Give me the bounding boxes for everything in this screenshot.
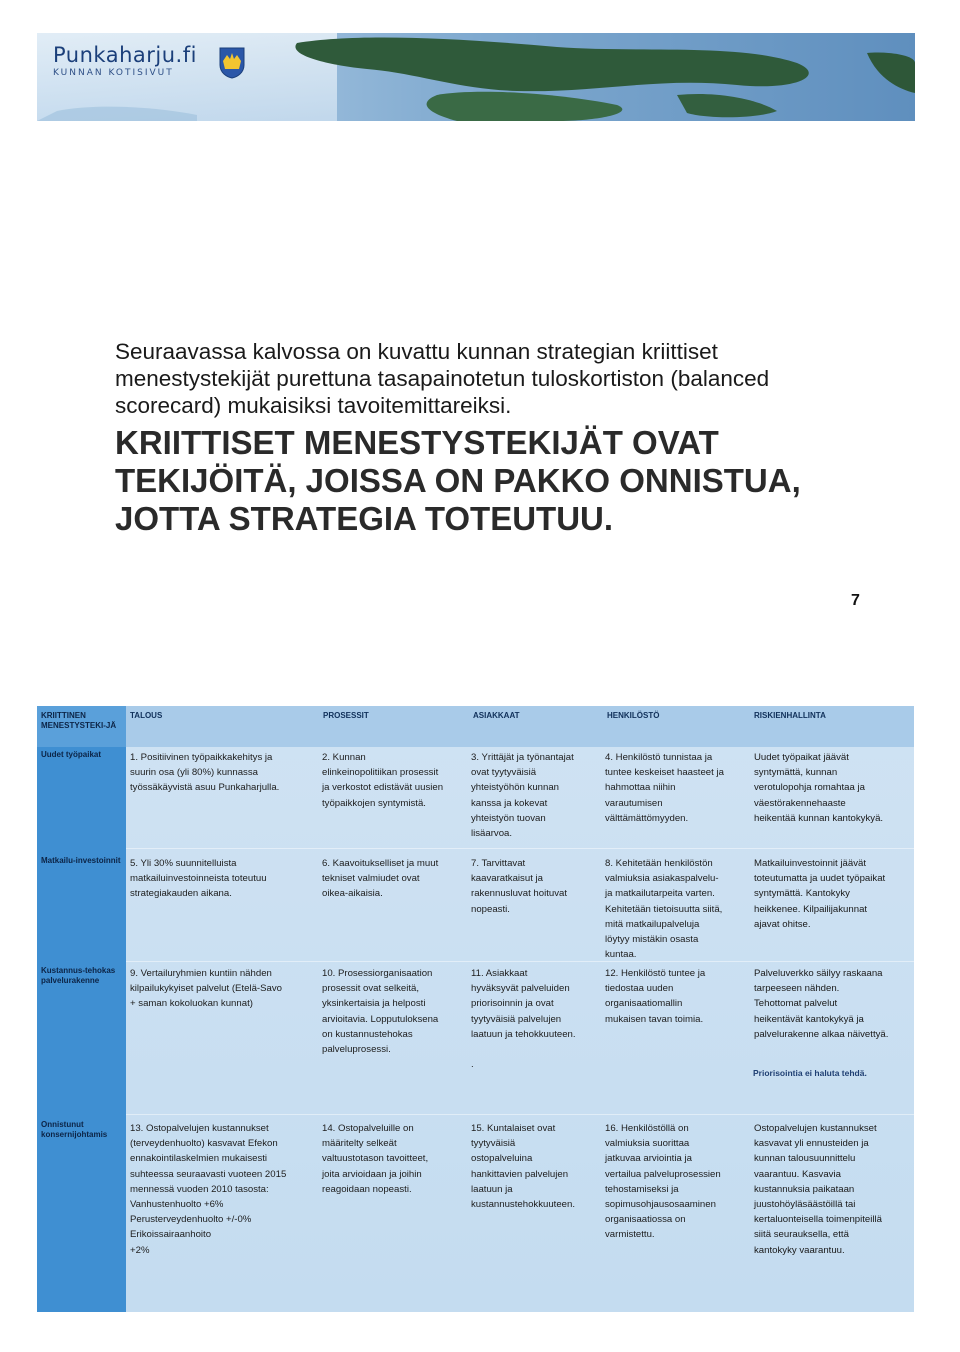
header-prosessit: PROSESSIT (323, 711, 369, 720)
intro-paragraph: Seuraavassa kalvossa on kuvattu kunnan strategian kriittiset menestystekijät purettuna tasapainotetun tuloskortiston (balanced scorecard) mukaisiksi tavoitemittareiksi. (115, 339, 770, 418)
row-divider (126, 961, 914, 962)
table-cell: 6. Kaavoitukselliset ja muut tekniset valmiudet ovat oikea-aikaisia. (322, 858, 439, 900)
brand-title: Punkaharju.fi (53, 43, 197, 67)
table-cell: Matkailuinvestoinnit jäävät toteutumatta ja uudet työpaikat syntymättä. Kantokyky heikkenee. Kilpailijakunnat ajavat ohitse. (754, 858, 886, 930)
header-asiakkaat: ASIAKKAAT (473, 711, 520, 720)
table-cell: Ostopalvelujen kustannukset kasvavat yli ennusteiden ja kunnan talousuunnittelu vaarantuu. Kasvavia kustannuksia paikataan juustohöyläsäästöillä tai kertaluonteisella toimenpiteillä siitä seurauksella, että kantokyky vaarantuu. (754, 1123, 882, 1256)
table-cell: 14. Ostopalveluille on määritelty selkeät valtuustotason tavoitteet, joita arvioidaan ja joihin reagoidaan nopeasti. (322, 1123, 429, 1195)
table-cell: 4. Henkilöstö tunnistaa ja tuntee keskeiset haasteet ja hahmottaa niihin varautumisen välttämättömyyden. (605, 752, 724, 824)
brand-subtitle: KUNNAN KOTISIVUT (53, 68, 174, 78)
priority-note: Priorisointia ei haluta tehdä. (753, 1068, 867, 1078)
table-cell: 10. Prosessiorganisaation prosessit ovat selkeitä, yksinkertaisia ja helposti arvioitavia. Lopputuloksena on kustannustehokas palveluprosessi. (322, 968, 439, 1056)
row-label-column (37, 747, 126, 1312)
header-riskienhallinta: RISKIENHALLINTA (754, 711, 826, 720)
header-banner (37, 33, 915, 121)
table-cell: 8. Kehitetään henkilöstön valmiuksia asiakaspalvelu- ja matkailutarpeita varten. Kehitetään tietoisuutta siitä, mitä matkailupalveluja löytyy mistäkin osasta kuntaa. (605, 858, 723, 961)
table-cell: 13. Ostopalvelujen kustannukset (terveydenhuolto) kasvavat Efekon ennakointilaskelmien mukaisesti suhteessa seuraavasti vuoteen 2015 mennessä vuoden 2010 tasosta: Vanhustenhuolto +6% Perusterveydenhuolto +/-0% Erikoissairaanhoito +2% (130, 1123, 287, 1256)
row-divider (126, 1114, 914, 1115)
balanced-scorecard-table (37, 706, 914, 1312)
row-label-kustannustehokas: Kustannus-tehokas palvelurakenne (41, 966, 116, 985)
table-cell: 2. Kunnan elinkeinopolitiikan prosessit ja verkostot edistävät uusien työpaikkojen syntymistä. (322, 752, 444, 809)
table-cell: 9. Vertailuryhmien kuntiin nähden kilpailukykyiset palvelut (Etelä-Savo + saman kokoluokan kunnat) (130, 968, 282, 1010)
corner-label: KRIITTINEN MENESTYSTEKI-JÄ (41, 711, 117, 730)
header-talous: TALOUS (130, 711, 163, 720)
table-cell: 1. Positiivinen työpaikkakehitys ja suurin osa (yli 80%) kunnassa työssäkäyvistä asuu Punkaharjulla. (130, 752, 280, 794)
table-cell: 5. Yli 30% suunnitelluista matkailuinvestoinneista toteutuu strategiakauden aikana. (130, 858, 267, 900)
brand-block (53, 43, 197, 78)
table-cell: 12. Henkilöstö tuntee ja tiedostaa uuden organisaatiomallin mukaisen tavan toimia. (605, 968, 706, 1025)
row-label-konsernijohtaminen: Onnistunut konsernijohtamis (41, 1120, 108, 1139)
header-henkilosto: HENKILÖSTÖ (607, 711, 660, 720)
table-cell: 3. Yrittäjät ja työnantajat ovat tyytyväisiä yhteistyöhön kunnan kanssa ja kokevat yhteistyön tuovan lisäarvoa. (471, 752, 574, 840)
table-cell: 11. Asiakkaat hyväksyvät palveluiden priorisoinnin ja ovat tyytyväisiä palvelujen laatuun ja tehokkuuteen. . (471, 968, 576, 1071)
row-label-matkailu: Matkailu-investoinnit (41, 856, 121, 865)
row-label-uudet-tyopaikat: Uudet työpaikat (41, 750, 102, 759)
table-cell: Uudet työpaikat jäävät syntymättä, kunnan verotulopohja romahtaa ja väestörakennehaaste heikentää kunnan kantokykyä. (754, 752, 884, 824)
page-number: 7 (851, 592, 860, 609)
table-cell: 7. Tarvittavat kaavaratkaisut ja rakennusluvat hoituvat nopeasti. (471, 858, 567, 915)
table-cell: Palveluverkko säilyy raskaana tarpeeseen nähden. Tehottomat palvelut heikentävät kantokykyä ja palvelurakenne alkaa näivettyä. (754, 968, 889, 1040)
municipal-crest-icon (219, 47, 245, 79)
row-divider (126, 848, 914, 849)
table-cell: 16. Henkilöstöllä on valmiuksia suorittaa jatkuvaa arviointia ja vertailua palveluprosessien tehostamiseksi ja sopimusohjausosaaminen organisaatiossa on varmistettu. (605, 1123, 721, 1241)
headline: KRIITTISET MENESTYSTEKIJÄT OVAT TEKIJÖITÄ, JOISSA ON PAKKO ONNISTUA, JOTTA STRATEGIA TOTEUTUU. (115, 424, 801, 537)
table-cell: 15. Kuntalaiset ovat tyytyväisiä ostopalveluina hankittavien palvelujen laatuun ja kustannustehokkuuteen. (471, 1123, 576, 1211)
